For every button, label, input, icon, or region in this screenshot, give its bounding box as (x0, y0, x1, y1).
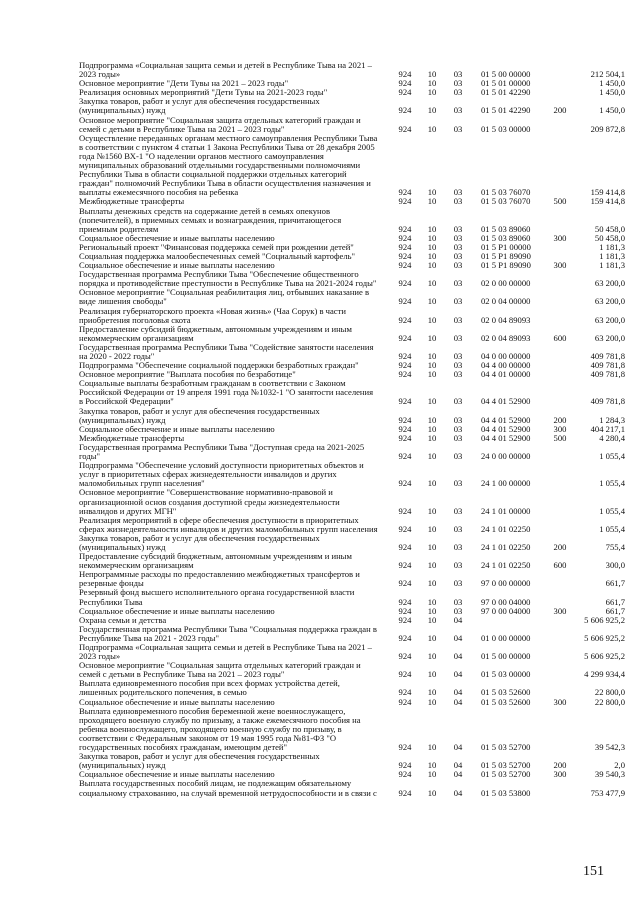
target-article-code: 24 1 01 02250 (481, 541, 531, 552)
ministry-code: 924 (398, 687, 412, 698)
subsection-code: 03 (453, 314, 463, 325)
row-description: Социальное обеспечение и иные выплаты населению (79, 423, 275, 434)
row-description: Непрограммные расходы по предоставлению межбюджетных трансфертов и резервные фонды (79, 569, 360, 589)
subsection-code: 03 (453, 451, 463, 462)
amount: 212 504,1 (590, 69, 625, 80)
table-row (0, 516, 640, 534)
target-article-code: 02 0 00 00000 (481, 278, 531, 289)
row-description: Основное мероприятие "Социальная защита отдельных категорий граждан и семей с детьми в Республике Тыва на 2021 – 2023 годы" (79, 114, 361, 134)
row-description: Подпрограмма "Обеспечение социальной поддержки безработных граждан" (79, 360, 359, 371)
amount: 753 477,9 (590, 787, 625, 798)
amount: 1 055,4 (599, 478, 625, 489)
table-row (0, 488, 640, 515)
target-article-code: 01 5 03 89060 (481, 232, 531, 243)
section-code: 10 (427, 296, 437, 307)
table-row (0, 461, 640, 488)
section-code: 10 (427, 260, 437, 271)
ministry-code: 924 (398, 760, 412, 771)
target-article-code: 01 5 01 42290 (481, 105, 531, 116)
target-article-code: 01 5 03 52700 (481, 742, 531, 753)
row-description: Основное мероприятие "Совершенствование нормативно-правовой и организационной основ создания доступной среды жизнедеятельности инвалидов и других МГН" (79, 487, 340, 516)
section-code: 10 (427, 414, 437, 425)
table-row (0, 116, 640, 134)
section-code: 10 (427, 241, 437, 252)
ministry-code: 924 (398, 523, 412, 534)
target-article-code: 01 5 03 52600 (481, 687, 531, 698)
ministry-code: 924 (398, 478, 412, 489)
target-article-code: 97 0 00 00000 (481, 578, 531, 589)
amount: 1 450,0 (599, 87, 625, 98)
row-description: Социальное обеспечение и иные выплаты населению (79, 769, 275, 780)
section-code: 10 (427, 360, 437, 371)
section-code: 10 (427, 332, 437, 343)
expense-type-code: 200 (553, 760, 567, 771)
section-code: 10 (427, 432, 437, 443)
amount: 300,0 (605, 560, 625, 571)
ministry-code: 924 (398, 196, 412, 207)
section-code: 10 (427, 69, 437, 80)
ministry-code: 924 (398, 369, 412, 380)
row-description: Государственная программа Республики Тыва "Социальная поддержка граждан в Республике Тыва на 2021 - 2023 годы" (79, 623, 377, 643)
amount: 409 781,8 (590, 360, 625, 371)
subsection-code: 03 (453, 478, 463, 489)
target-article-code: 01 5 03 52600 (481, 696, 531, 707)
ministry-code: 924 (398, 423, 412, 434)
row-description: Охрана семьи и детства (79, 614, 167, 625)
ministry-code: 924 (398, 360, 412, 371)
section-code: 10 (427, 687, 437, 698)
expense-type-code: 200 (553, 414, 567, 425)
amount: 1 181,3 (599, 260, 625, 271)
section-code: 10 (427, 196, 437, 207)
amount: 755,4 (605, 541, 625, 552)
section-code: 10 (427, 560, 437, 571)
expense-type-code: 600 (553, 560, 567, 571)
table-row (0, 643, 640, 661)
target-article-code: 24 1 00 00000 (481, 478, 531, 489)
row-description: Подпрограмма "Обеспечение условий доступности приоритетных объектов и услуг в приоритетных сферах жизнедеятельности инвалидов и других маломобильных групп населения" (79, 460, 364, 489)
table-row (0, 679, 640, 697)
row-description: Социальное обеспечение и иные выплаты населению (79, 260, 275, 271)
ministry-code: 924 (398, 396, 412, 407)
row-description: Закупка товаров, работ и услуг для обеспечения государственных (муниципальных) нужд (79, 96, 320, 116)
target-article-code: 01 5 03 00000 (481, 123, 531, 134)
ministry-code: 924 (398, 296, 412, 307)
section-code: 10 (427, 696, 437, 707)
amount: 1 055,4 (599, 505, 625, 516)
ministry-code: 924 (398, 560, 412, 571)
subsection-code: 03 (453, 414, 463, 425)
row-description: Государственная программа Республики Тыва "Обеспечение общественного порядка и противодействие преступности в Республике Тыва на 2021-2024 годы" (79, 269, 377, 289)
target-article-code: 01 0 00 00000 (481, 632, 531, 643)
amount: 661,7 (605, 578, 625, 589)
ministry-code: 924 (398, 632, 412, 643)
row-description: Основное мероприятие "Социальная реабилитация лиц, отбывших наказание в виде лишения свободы" (79, 287, 370, 307)
ministry-code: 924 (398, 451, 412, 462)
ministry-code: 924 (398, 69, 412, 80)
section-code: 10 (427, 78, 437, 89)
target-article-code: 01 5 03 76070 (481, 187, 531, 198)
subsection-code: 03 (453, 369, 463, 380)
ministry-code: 924 (398, 123, 412, 134)
subsection-code: 03 (453, 87, 463, 98)
ministry-code: 924 (398, 432, 412, 443)
amount: 661,7 (605, 596, 625, 607)
section-code: 10 (427, 369, 437, 380)
section-code: 10 (427, 769, 437, 780)
subsection-code: 03 (453, 69, 463, 80)
subsection-code: 04 (453, 696, 463, 707)
subsection-code: 03 (453, 296, 463, 307)
target-article-code: 04 4 00 00000 (481, 360, 531, 371)
subsection-code: 03 (453, 187, 463, 198)
ministry-code: 924 (398, 105, 412, 116)
subsection-code: 04 (453, 787, 463, 798)
amount: 159 414,8 (590, 196, 625, 207)
table-row (0, 379, 640, 406)
section-code: 10 (427, 314, 437, 325)
amount: 1 284,3 (599, 414, 625, 425)
ministry-code: 924 (398, 769, 412, 780)
ministry-code: 924 (398, 87, 412, 98)
table-row (0, 534, 640, 552)
target-article-code: 01 5 03 53800 (481, 787, 531, 798)
row-description: Выплаты денежных средств на содержание детей в семьях опекунов (попечителей), в приемных семьях и вознаграждения, причитающегося приемным родителям (79, 205, 342, 234)
amount: 1 055,4 (599, 523, 625, 534)
subsection-code: 03 (453, 278, 463, 289)
section-code: 10 (427, 105, 437, 116)
row-description: Региональный проект "Финансовая поддержка семей при рождении детей" (79, 241, 354, 252)
subsection-code: 03 (453, 596, 463, 607)
amount: 661,7 (605, 605, 625, 616)
amount: 409 781,8 (590, 369, 625, 380)
table-row (0, 752, 640, 770)
target-article-code: 01 5 00 00000 (481, 69, 531, 80)
expense-type-code: 300 (553, 423, 567, 434)
subsection-code: 03 (453, 105, 463, 116)
subsection-code: 03 (453, 332, 463, 343)
row-description: Предоставление субсидий бюджетным, автономным учреждениям и иным некоммерческим организациям (79, 323, 352, 343)
section-code: 10 (427, 760, 437, 771)
row-description: Подпрограмма «Социальная защита семьи и детей в Республике Тыва на 2021 – 2023 годы» (79, 642, 372, 662)
table-row (0, 552, 640, 570)
table-row (0, 97, 640, 115)
table-row (0, 443, 640, 461)
expense-type-code: 200 (553, 105, 567, 116)
subsection-code: 03 (453, 423, 463, 434)
expense-type-code: 200 (553, 541, 567, 552)
amount: 39 542,3 (594, 742, 625, 753)
subsection-code: 03 (453, 578, 463, 589)
row-description: Межбюджетные трансферты (79, 196, 185, 207)
row-description: Социальное обеспечение и иные выплаты населению (79, 605, 275, 616)
ministry-code: 924 (398, 787, 412, 798)
target-article-code: 04 0 00 00000 (481, 351, 531, 361)
section-code: 10 (427, 605, 437, 616)
subsection-code: 04 (453, 669, 463, 680)
subsection-code: 03 (453, 605, 463, 616)
amount: 22 800,0 (594, 696, 625, 707)
row-description: Государственная программа Республики Тыва "Доступная среда на 2021-2025 годы" (79, 441, 365, 462)
row-description: Реализация основных мероприятий "Дети Тувы на 2021-2023 годы" (79, 87, 328, 98)
section-code: 10 (427, 351, 437, 361)
target-article-code: 01 5 01 42290 (481, 87, 531, 98)
subsection-code: 03 (453, 241, 463, 252)
target-article-code: 97 0 00 04000 (481, 605, 531, 616)
amount: 409 781,8 (590, 396, 625, 407)
section-code: 10 (427, 669, 437, 680)
amount: 159 414,8 (590, 187, 625, 198)
subsection-code: 03 (453, 396, 463, 407)
expense-type-code: 300 (553, 260, 567, 271)
amount: 1 055,4 (599, 451, 625, 462)
subsection-code: 04 (453, 651, 463, 662)
ministry-code: 924 (398, 278, 412, 289)
subsection-code: 03 (453, 560, 463, 571)
ministry-code: 924 (398, 614, 412, 625)
row-description: Основное мероприятие "Дети Тувы на 2021 – 2023 годы" (79, 78, 289, 89)
ministry-code: 924 (398, 351, 412, 361)
subsection-code: 04 (453, 687, 463, 698)
ministry-code: 924 (398, 260, 412, 271)
table-row (0, 207, 640, 234)
table-row (0, 707, 640, 752)
target-article-code: 01 5 03 89060 (481, 223, 531, 234)
table-row (0, 570, 640, 588)
ministry-code: 924 (398, 187, 412, 198)
target-article-code: 04 4 01 52900 (481, 414, 531, 425)
section-code: 10 (427, 423, 437, 434)
ministry-code: 924 (398, 505, 412, 516)
subsection-code: 04 (453, 742, 463, 753)
target-article-code: 01 5 03 00000 (481, 669, 531, 680)
target-article-code: 01 5 00 00000 (481, 651, 531, 662)
target-article-code: 04 4 01 52900 (481, 423, 531, 434)
subsection-code: 03 (453, 223, 463, 234)
amount: 63 200,0 (594, 314, 625, 325)
row-description: Закупка товаров, работ и услуг для обеспечения государственных (муниципальных) нужд (79, 405, 320, 425)
target-article-code: 24 0 00 00000 (481, 451, 531, 462)
amount: 50 458,0 (594, 223, 625, 234)
amount: 1 181,3 (599, 250, 625, 261)
ministry-code: 924 (398, 414, 412, 425)
table-row (0, 134, 640, 198)
amount: 5 606 925,2 (584, 632, 625, 643)
amount: 5 606 925,2 (584, 614, 625, 625)
target-article-code: 01 5 03 76070 (481, 196, 531, 207)
section-code: 10 (427, 478, 437, 489)
amount: 1 181,3 (599, 241, 625, 252)
subsection-code: 03 (453, 250, 463, 261)
section-code: 10 (427, 523, 437, 534)
target-article-code: 24 1 01 02250 (481, 560, 531, 571)
target-article-code: 97 0 00 04000 (481, 596, 531, 607)
subsection-code: 04 (453, 769, 463, 780)
row-description: Выплата единовременного пособия беременной жене военнослужащего, проходящего военную службу по призыву, а также ежемесячного пособия на ребенка военнослужащего, проходящего военную службу по призыву, в соответствии с Федеральным законом от 19 мая 1995 года №81-ФЗ "О государственных пособиях гражданам, имеющим детей" (79, 705, 361, 753)
target-article-code: 01 5 01 00000 (481, 78, 531, 89)
row-description: Выплата государственных пособий лицам, не подлежащим обязательному социальному страхованию, на случай временной нетрудоспособности и в связи с (79, 778, 377, 798)
section-code: 10 (427, 123, 437, 134)
amount: 404 217,1 (590, 423, 625, 434)
row-description: Подпрограмма «Социальная защита семьи и детей в Республике Тыва на 2021 – 2023 годы» (79, 60, 372, 80)
amount: 1 450,0 (599, 105, 625, 116)
section-code: 10 (427, 541, 437, 552)
table-row (0, 343, 640, 361)
amount: 39 540,3 (594, 769, 625, 780)
amount: 4 299 934,4 (584, 669, 625, 680)
target-article-code: 02 0 04 89093 (481, 332, 531, 343)
amount: 63 200,0 (594, 332, 625, 343)
row-description: Осуществление переданных органам местного самоуправления Республики Тыва в соответствии с пунктом 4 статьи 1 Закона Республики Тыва от 28 декабря 2005 года №1560 ВХ-1 "О наделении органов местного самоуправления муниципальных образований отдельными государственными полномочиями Республики Тыва в области социальной поддержки отдельных категорий граждан" полномочий Республики Тыва в области осуществления назначения и выплаты ежемесячного пособия на ребенка (79, 132, 378, 198)
expense-type-code: 300 (553, 605, 567, 616)
section-code: 10 (427, 451, 437, 462)
ministry-code: 924 (398, 541, 412, 552)
ministry-code: 924 (398, 241, 412, 252)
amount: 63 200,0 (594, 278, 625, 289)
subsection-code: 03 (453, 505, 463, 516)
page-number: 151 (583, 864, 604, 879)
target-article-code: 02 0 04 89093 (481, 314, 531, 325)
section-code: 10 (427, 505, 437, 516)
table-row (0, 407, 640, 425)
expense-type-code: 300 (553, 696, 567, 707)
table-row (0, 625, 640, 643)
row-description: Закупка товаров, работ и услуг для обеспечения государственных (муниципальных) нужд (79, 751, 320, 771)
table-row (0, 325, 640, 343)
target-article-code: 01 5 P1 89090 (481, 260, 531, 271)
subsection-code: 04 (453, 760, 463, 771)
target-article-code: 24 1 01 02250 (481, 523, 531, 534)
section-code: 10 (427, 596, 437, 607)
subsection-code: 03 (453, 232, 463, 243)
target-article-code: 01 5 P1 89090 (481, 250, 531, 261)
row-description: Реализация мероприятий в сфере обеспечения доступности в приоритетных сферах жизнедеятельности инвалидов и других маломобильных групп населения (79, 514, 378, 534)
target-article-code: 01 5 03 52700 (481, 760, 531, 771)
section-code: 10 (427, 223, 437, 234)
target-article-code: 04 4 01 52900 (481, 432, 531, 443)
ministry-code: 924 (398, 605, 412, 616)
section-code: 10 (427, 651, 437, 662)
target-article-code: 01 5 P1 00000 (481, 241, 531, 252)
expense-type-code: 500 (553, 196, 567, 207)
ministry-code: 924 (398, 651, 412, 662)
section-code: 10 (427, 87, 437, 98)
target-article-code: 01 5 03 52700 (481, 769, 531, 780)
expense-type-code: 500 (553, 432, 567, 443)
subsection-code: 03 (453, 78, 463, 89)
amount: 4 280,4 (599, 432, 625, 443)
subsection-code: 03 (453, 351, 463, 361)
subsection-code: 03 (453, 523, 463, 534)
section-code: 10 (427, 278, 437, 289)
table-row (0, 779, 640, 797)
target-article-code: 02 0 04 00000 (481, 296, 531, 307)
ministry-code: 924 (398, 596, 412, 607)
expense-type-code: 300 (553, 769, 567, 780)
row-description: Предоставление субсидий бюджетным, автономным учреждениям и иным некоммерческим организациям (79, 551, 352, 571)
subsection-code: 03 (453, 360, 463, 371)
subsection-code: 03 (453, 432, 463, 443)
amount: 63 200,0 (594, 296, 625, 307)
row-description: Основное мероприятие "Социальная защита отдельных категорий граждан и семей с детьми в Республике Тыва на 2021 – 2023 годы" (79, 660, 361, 680)
expense-type-code: 600 (553, 332, 567, 343)
section-code: 10 (427, 250, 437, 261)
ministry-code: 924 (398, 332, 412, 343)
ministry-code: 924 (398, 314, 412, 325)
target-article-code: 04 4 01 00000 (481, 369, 531, 380)
table-row (0, 661, 640, 679)
ministry-code: 924 (398, 223, 412, 234)
table-row (0, 307, 640, 325)
ministry-code: 924 (398, 742, 412, 753)
amount: 5 606 925,2 (584, 651, 625, 662)
row-description: Социальная поддержка малообеспеченных семей "Социальный картофель" (79, 250, 356, 261)
row-description: Социальное обеспечение и иные выплаты населению (79, 696, 275, 707)
row-description: Межбюджетные трансферты (79, 432, 185, 443)
row-description: Социальное обеспечение и иные выплаты населению (79, 232, 275, 243)
row-description: Закупка товаров, работ и услуг для обеспечения государственных (муниципальных) нужд (79, 532, 320, 552)
table-row (0, 288, 640, 306)
ministry-code: 924 (398, 578, 412, 589)
ministry-code: 924 (398, 696, 412, 707)
section-code: 10 (427, 396, 437, 407)
row-description: Государственная программа Республики Тыва "Содействие занятости населения на 2020 - 2022 годы" (79, 341, 374, 361)
amount: 209 872,8 (590, 123, 625, 134)
section-code: 10 (427, 232, 437, 243)
section-code: 10 (427, 578, 437, 589)
section-code: 10 (427, 614, 437, 625)
subsection-code: 04 (453, 632, 463, 643)
amount: 50 458,0 (594, 232, 625, 243)
subsection-code: 03 (453, 196, 463, 207)
row-description: Реализация губернаторского проекта «Новая жизнь» (Чаа Сорук) в части приобретения поголовья скота (79, 305, 346, 325)
section-code: 10 (427, 632, 437, 643)
row-description: Социальные выплаты безработным гражданам в соответствии с Законом Российской Федерации от 19 апреля 1991 года №1032-1 "О занятости населения в Российской Федерации" (79, 378, 374, 407)
subsection-code: 03 (453, 541, 463, 552)
ministry-code: 924 (398, 250, 412, 261)
ministry-code: 924 (398, 669, 412, 680)
amount: 409 781,8 (590, 351, 625, 361)
table-row (0, 61, 640, 79)
amount: 2,0 (614, 760, 625, 771)
section-code: 10 (427, 187, 437, 198)
budget-table (0, 61, 640, 798)
row-description: Выплата единовременного пособия при всех формах устройства детей, лишенных родительского попечения, в семью (79, 678, 340, 698)
subsection-code: 03 (453, 123, 463, 134)
ministry-code: 924 (398, 78, 412, 89)
amount: 22 800,0 (594, 687, 625, 698)
ministry-code: 924 (398, 232, 412, 243)
section-code: 10 (427, 787, 437, 798)
section-code: 10 (427, 742, 437, 753)
amount: 1 450,0 (599, 78, 625, 89)
target-article-code: 24 1 01 00000 (481, 505, 531, 516)
subsection-code: 04 (453, 614, 463, 625)
row-description: Основное мероприятие "Выплата пособия по безработице" (79, 369, 296, 380)
target-article-code: 04 4 01 52900 (481, 396, 531, 407)
row-description: Резервный фонд высшего исполнительного органа государственной власти Республики Тыва (79, 587, 355, 607)
table-row (0, 588, 640, 606)
subsection-code: 03 (453, 260, 463, 271)
table-row (0, 270, 640, 288)
expense-type-code: 300 (553, 232, 567, 243)
